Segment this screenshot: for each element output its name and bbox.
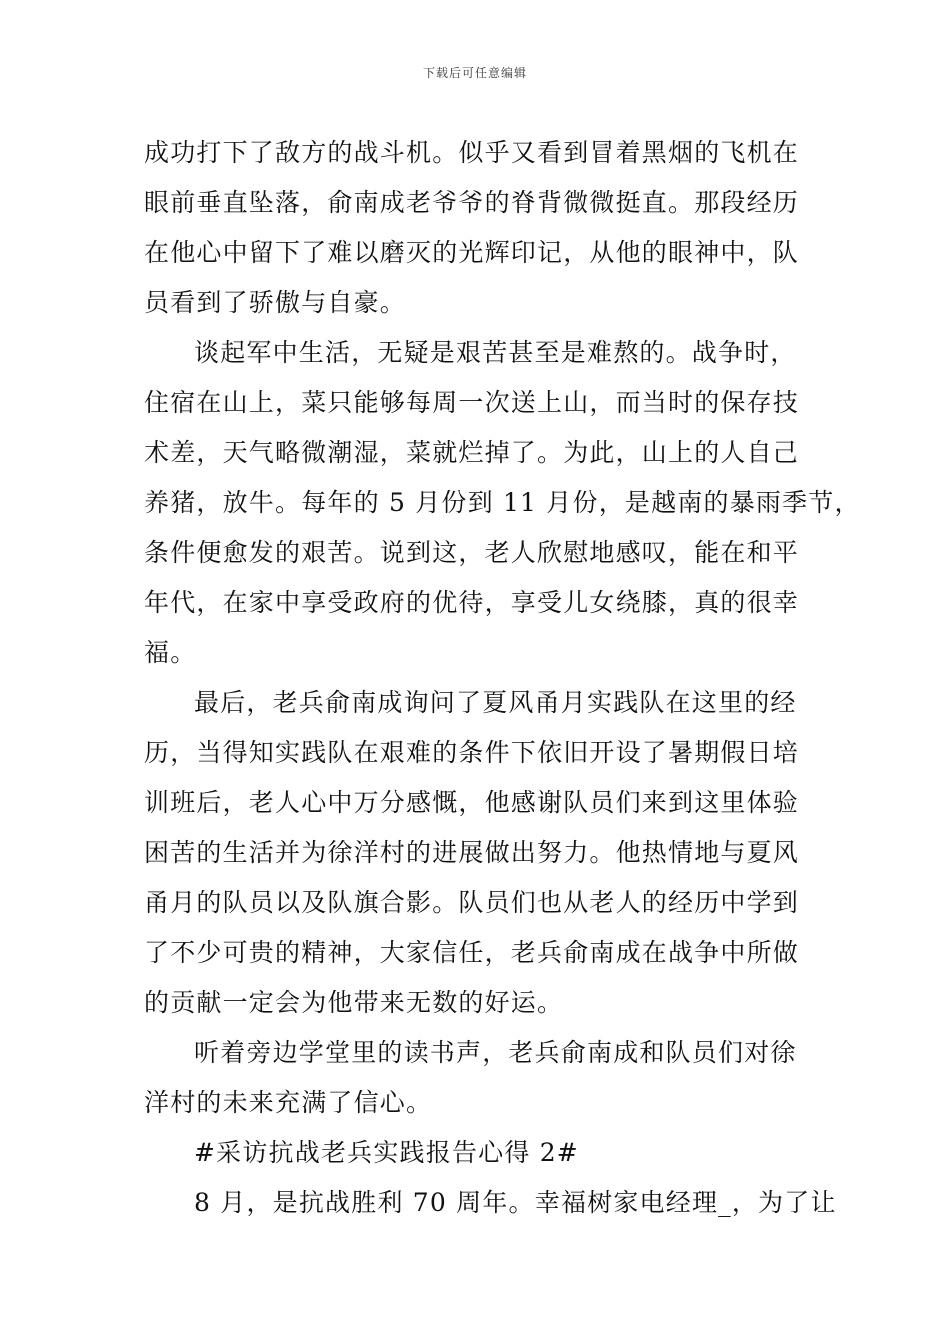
body-line: 了不少可贵的精神，大家信任，老兵俞南成在战争中所做 — [144, 938, 800, 967]
body-line: 甬月的队员以及队旗合影。队员们也从老人的经历中学到 — [144, 888, 800, 917]
body-line: 养猪，放牛。每年的 5 月份到 11 月份，是越南的暴雨季节， — [144, 488, 861, 517]
body-line: 员看到了骄傲与自豪。 — [144, 288, 407, 317]
body-line: 在他心中留下了难以磨灭的光辉印记，从他的眼神中，队 — [144, 238, 800, 267]
body-line: 年代，在家中享受政府的优待，享受儿女绕膝，真的很幸 — [144, 588, 800, 617]
body-line: 成功打下了敌方的战斗机。似乎又看到冒着黑烟的飞机在 — [144, 138, 800, 167]
body-line: 训班后，老人心中万分感慨，他感谢队员们来到这里体验 — [144, 788, 800, 817]
section-heading: #采访抗战老兵实践报告心得 2# — [194, 1138, 579, 1167]
page-header-note: 下载后可任意编辑 — [422, 66, 527, 80]
paragraph-first-line: 听着旁边学堂里的读书声，老兵俞南成和队员们对徐 — [194, 1038, 797, 1067]
body-line: 的贡献一定会为他带来无数的好运。 — [144, 988, 564, 1017]
body-line: 术差，天气略微潮湿，菜就烂掉了。为此，山上的人自己 — [144, 438, 800, 467]
body-line: 条件便愈发的艰苦。说到这，老人欣慰地感叹，能在和平 — [144, 538, 800, 567]
body-line: 眼前垂直坠落，俞南成老爷爷的脊背微微挺直。那段经历 — [144, 188, 800, 217]
body-line: 福。 — [144, 638, 197, 667]
body-line: 洋村的未来充满了信心。 — [144, 1088, 433, 1117]
paragraph-first-line: 谈起军中生活，无疑是艰苦甚至是难熬的。战争时， — [194, 338, 797, 367]
document-body — [144, 128, 861, 1228]
body-line: 历，当得知实践队在艰难的条件下依旧开设了暑期假日培 — [144, 738, 800, 767]
body-line: 困苦的生活并为徐洋村的进展做出努力。他热情地与夏风 — [144, 838, 800, 867]
paragraph-first-line: 8 月，是抗战胜利 70 周年。幸福树家电经理_，为了让 — [194, 1188, 837, 1217]
paragraph-first-line: 最后，老兵俞南成询问了夏风甬月实践队在这里的经 — [194, 688, 797, 717]
body-line: 住宿在山上，菜只能够每周一次送上山，而当时的保存技 — [144, 388, 800, 417]
